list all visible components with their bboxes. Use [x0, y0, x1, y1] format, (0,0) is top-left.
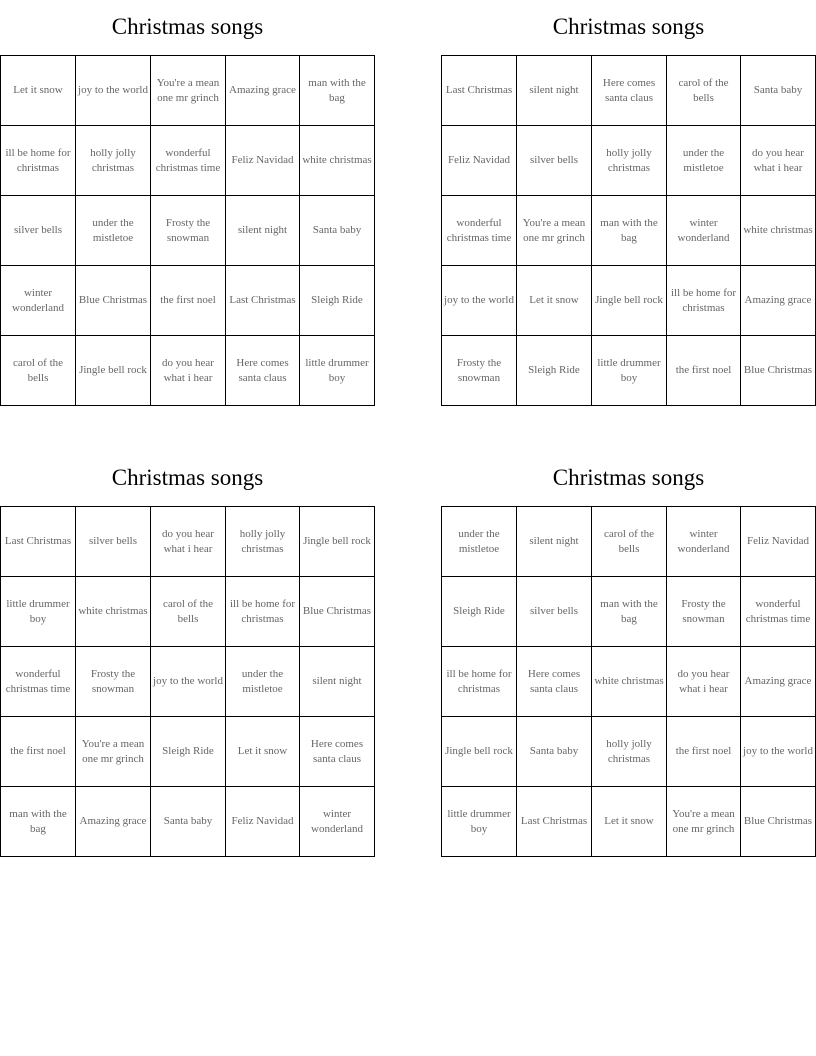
- bingo-cell: ill be home for christmas: [442, 647, 517, 717]
- bingo-cell: little drummer boy: [1, 577, 76, 647]
- bingo-cell: silent night: [300, 647, 375, 717]
- bingo-cell: Jingle bell rock: [592, 266, 667, 336]
- bingo-cell: You're a mean one mr grinch: [151, 56, 226, 126]
- bingo-cell: holly jolly christmas: [592, 126, 667, 196]
- bingo-cell: wonderful christmas time: [151, 126, 226, 196]
- bingo-cell: wonderful christmas time: [442, 196, 517, 266]
- bingo-cell: carol of the bells: [592, 507, 667, 577]
- bingo-cell: Amazing grace: [741, 647, 816, 717]
- bingo-cell: silent night: [517, 56, 592, 126]
- bingo-cell: joy to the world: [741, 717, 816, 787]
- bingo-cell: little drummer boy: [592, 336, 667, 406]
- bingo-cell: silver bells: [1, 196, 76, 266]
- bingo-cell: man with the bag: [592, 577, 667, 647]
- bingo-cell: ill be home for christmas: [1, 126, 76, 196]
- bingo-cell: Blue Christmas: [300, 577, 375, 647]
- bingo-cell: Amazing grace: [741, 266, 816, 336]
- bingo-cell: Feliz Navidad: [226, 126, 300, 196]
- bingo-cell: man with the bag: [592, 196, 667, 266]
- bingo-cell: man with the bag: [300, 56, 375, 126]
- bingo-cell: winter wonderland: [1, 266, 76, 336]
- card-title: Christmas songs: [552, 465, 705, 490]
- bingo-cell: white christmas: [592, 647, 667, 717]
- bingo-cell: carol of the bells: [667, 56, 741, 126]
- bingo-cell: silent night: [226, 196, 300, 266]
- bingo-cell: Frosty the snowman: [442, 336, 517, 406]
- bingo-grid: [0, 506, 375, 857]
- card-title: Christmas songs: [111, 465, 264, 490]
- bingo-cell: You're a mean one mr grinch: [517, 196, 592, 266]
- bingo-cell: under the mistletoe: [442, 507, 517, 577]
- bingo-cell: Santa baby: [741, 56, 816, 126]
- bingo-cell: Jingle bell rock: [76, 336, 151, 406]
- bingo-cell: the first noel: [1, 717, 76, 787]
- bingo-grid: [0, 55, 375, 406]
- bingo-cell: Feliz Navidad: [442, 126, 517, 196]
- bingo-cell: ill be home for christmas: [667, 266, 741, 336]
- bingo-grid: [441, 506, 816, 857]
- bingo-cell: Amazing grace: [226, 56, 300, 126]
- bingo-cell: silent night: [517, 507, 592, 577]
- bingo-cell: You're a mean one mr grinch: [667, 787, 741, 857]
- bingo-cell: the first noel: [667, 336, 741, 406]
- bingo-cell: white christmas: [76, 577, 151, 647]
- bingo-cell: Let it snow: [592, 787, 667, 857]
- card-title: Christmas songs: [552, 14, 705, 39]
- bingo-grid: [441, 55, 816, 406]
- bingo-cell: Frosty the snowman: [667, 577, 741, 647]
- bingo-cell: do you hear what i hear: [741, 126, 816, 196]
- bingo-cell: carol of the bells: [151, 577, 226, 647]
- bingo-cell: silver bells: [517, 577, 592, 647]
- bingo-cell: Here comes santa claus: [300, 717, 375, 787]
- bingo-cell: joy to the world: [76, 56, 151, 126]
- bingo-cell: holly jolly christmas: [76, 126, 151, 196]
- bingo-cell: Blue Christmas: [741, 336, 816, 406]
- card-title: Christmas songs: [111, 14, 264, 39]
- bingo-cell: Blue Christmas: [76, 266, 151, 336]
- bingo-cell: You're a mean one mr grinch: [76, 717, 151, 787]
- bingo-card-3: [0, 451, 375, 857]
- bingo-cell: little drummer boy: [300, 336, 375, 406]
- bingo-cell: Last Christmas: [517, 787, 592, 857]
- bingo-cell: Jingle bell rock: [300, 507, 375, 577]
- bingo-cell: winter wonderland: [667, 507, 741, 577]
- bingo-cell: silver bells: [517, 126, 592, 196]
- bingo-cell: Here comes santa claus: [592, 56, 667, 126]
- bingo-cell: under the mistletoe: [76, 196, 151, 266]
- bingo-cell: Sleigh Ride: [300, 266, 375, 336]
- bingo-card-1: [0, 0, 375, 406]
- bingo-cell: Santa baby: [517, 717, 592, 787]
- bingo-cell: Amazing grace: [76, 787, 151, 857]
- bingo-cell: Santa baby: [151, 787, 226, 857]
- bingo-cell: Frosty the snowman: [76, 647, 151, 717]
- bingo-cell: wonderful christmas time: [1, 647, 76, 717]
- bingo-cell: winter wonderland: [300, 787, 375, 857]
- bingo-cell: little drummer boy: [442, 787, 517, 857]
- bingo-cell: Sleigh Ride: [517, 336, 592, 406]
- bingo-cell: Here comes santa claus: [226, 336, 300, 406]
- bingo-cell: Frosty the snowman: [151, 196, 226, 266]
- bingo-cell: white christmas: [741, 196, 816, 266]
- bingo-cell: Last Christmas: [226, 266, 300, 336]
- bingo-cell: do you hear what i hear: [151, 336, 226, 406]
- bingo-card-4: [441, 451, 816, 857]
- bingo-cell: Sleigh Ride: [442, 577, 517, 647]
- bingo-cell: do you hear what i hear: [151, 507, 226, 577]
- bingo-cell: joy to the world: [442, 266, 517, 336]
- bingo-cell: under the mistletoe: [226, 647, 300, 717]
- bingo-cell: silver bells: [76, 507, 151, 577]
- bingo-cell: carol of the bells: [1, 336, 76, 406]
- bingo-cell: Last Christmas: [1, 507, 76, 577]
- bingo-cell: Feliz Navidad: [226, 787, 300, 857]
- bingo-cell: Last Christmas: [442, 56, 517, 126]
- bingo-cell: Let it snow: [226, 717, 300, 787]
- bingo-cell: the first noel: [667, 717, 741, 787]
- bingo-cell: Here comes santa claus: [517, 647, 592, 717]
- bingo-card-2: [441, 0, 816, 406]
- bingo-cell: holly jolly christmas: [592, 717, 667, 787]
- bingo-cell: man with the bag: [1, 787, 76, 857]
- bingo-cell: Sleigh Ride: [151, 717, 226, 787]
- bingo-cell: Let it snow: [517, 266, 592, 336]
- bingo-cell: Jingle bell rock: [442, 717, 517, 787]
- bingo-cell: white christmas: [300, 126, 375, 196]
- bingo-cell: Let it snow: [1, 56, 76, 126]
- bingo-cell: Feliz Navidad: [741, 507, 816, 577]
- bingo-cell: Santa baby: [300, 196, 375, 266]
- bingo-cell: winter wonderland: [667, 196, 741, 266]
- bingo-cell: ill be home for christmas: [226, 577, 300, 647]
- bingo-cell: do you hear what i hear: [667, 647, 741, 717]
- bingo-cell: wonderful christmas time: [741, 577, 816, 647]
- bingo-cell: the first noel: [151, 266, 226, 336]
- bingo-cell: Blue Christmas: [741, 787, 816, 857]
- bingo-cell: holly jolly christmas: [226, 507, 300, 577]
- bingo-cell: joy to the world: [151, 647, 226, 717]
- bingo-cell: under the mistletoe: [667, 126, 741, 196]
